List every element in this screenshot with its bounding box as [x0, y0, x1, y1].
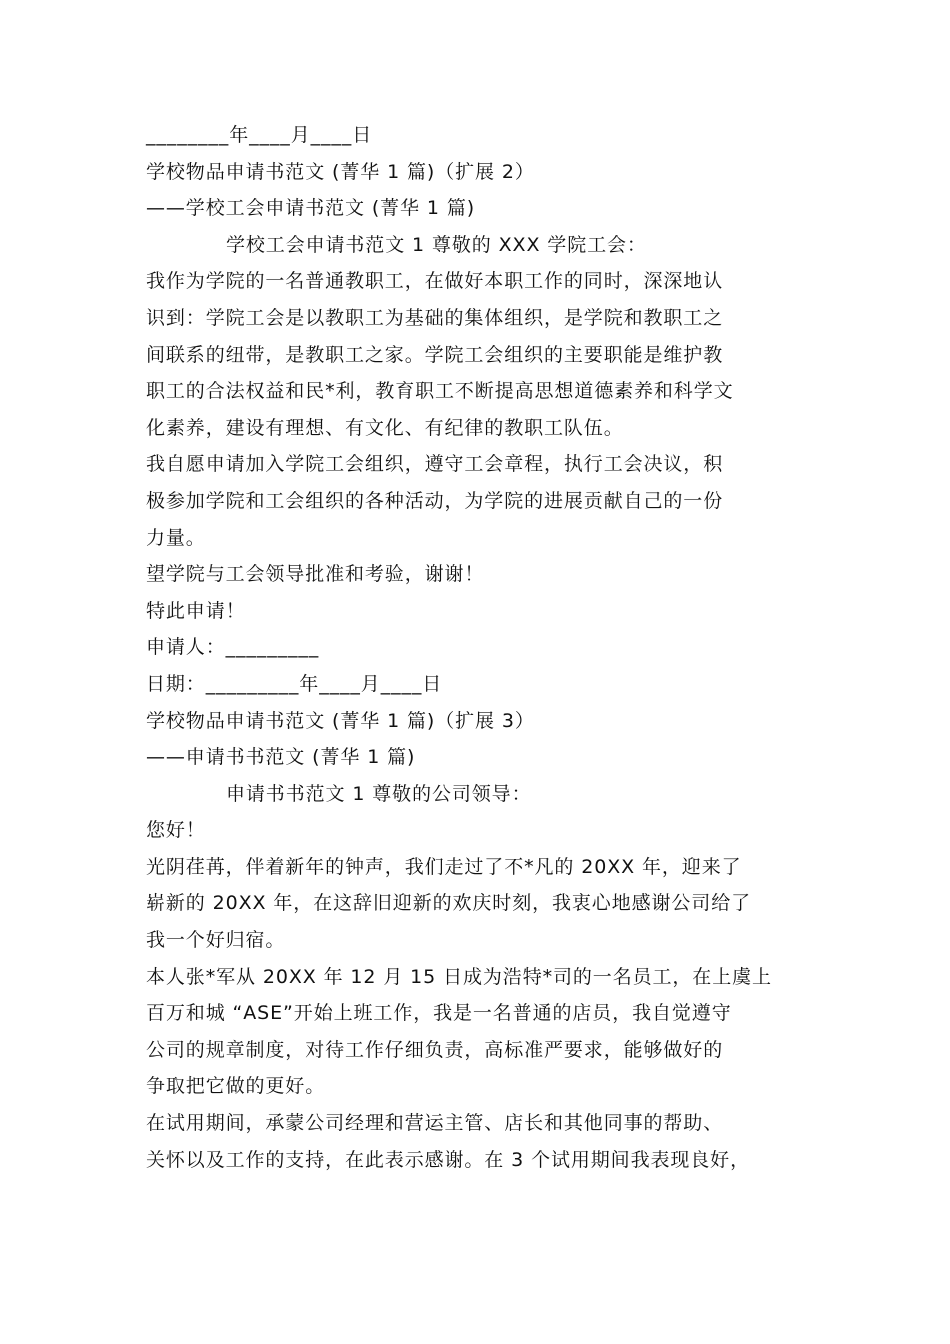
paragraph-line: 在试用期间，承蒙公司经理和营运主管、店长和其他同事的帮助、 [146, 1112, 724, 1135]
document-body [146, 117, 826, 1178]
paragraph-line: 识到：学院工会是以教职工为基础的集体组织，是学院和教职工之 [146, 306, 724, 329]
section-subtitle: ——申请书书范文 (菁华 1 篇) [146, 746, 416, 769]
date-line: ________年____月____日 [146, 124, 373, 146]
letter-salutation: 申请书书范文 1 尊敬的公司领导： [226, 782, 532, 805]
date-line: 日期：_________年____月____日 [146, 672, 443, 695]
paragraph-line: 争取把它做的更好。 [146, 1075, 326, 1098]
paragraph-line: 极参加学院和工会组织的各种活动，为学院的进展贡献自己的一份 [146, 489, 724, 512]
paragraph-line: 百万和城 “ASE”开始上班工作，我是一名普通的店员，我自觉遵守 [146, 1002, 732, 1025]
greeting-line: 您好！ [146, 819, 206, 842]
section-subtitle: ——学校工会申请书范文 (菁华 1 篇) [146, 197, 476, 220]
paragraph-line: 间联系的纽带，是教职工之家。学院工会组织的主要职能是维护教 [146, 343, 724, 366]
applicant-line: 申请人：_________ [146, 636, 320, 659]
letter-salutation: 学校工会申请书范文 1 尊敬的 XXX 学院工会： [226, 233, 647, 256]
paragraph-line: 望学院与工会领导批准和考验，谢谢！ [146, 563, 485, 586]
paragraph-line: 化素养，建设有理想、有文化、有纪律的教职工队伍。 [146, 416, 624, 439]
paragraph-line: 我作为学院的一名普通教职工，在做好本职工作的同时，深深地认 [146, 270, 724, 293]
paragraph-line: 力量。 [146, 526, 206, 549]
section-title: 学校物品申请书范文 (菁华 1 篇)（扩展 2） [146, 160, 535, 183]
paragraph-line: 崭新的 20XX 年，在这辞旧迎新的欢庆时刻，我衷心地感谢公司给了 [146, 892, 751, 915]
paragraph-line: 本人张*军从 20XX 年 12 月 15 日成为浩特*司的一名员工，在上虞上 [146, 965, 772, 988]
paragraph-line: 职工的合法权益和民*利，教育职工不断提高思想道德素养和科学文 [146, 380, 734, 403]
paragraph-line: 公司的规章制度，对待工作仔细负责，高标准严要求，能够做好的 [146, 1038, 724, 1061]
closing-line: 特此申请！ [146, 599, 246, 622]
paragraph-line: 我一个好归宿。 [146, 929, 286, 952]
paragraph-line: 关怀以及工作的支持，在此表示感谢。在 3 个试用期间我表现良好， [146, 1148, 750, 1171]
paragraph-line: 光阴荏苒，伴着新年的钟声，我们走过了不*凡的 20XX 年，迎来了 [146, 855, 742, 878]
section-title: 学校物品申请书范文 (菁华 1 篇)（扩展 3） [146, 709, 535, 732]
paragraph-line: 我自愿申请加入学院工会组织，遵守工会章程，执行工会决议，积 [146, 453, 724, 476]
